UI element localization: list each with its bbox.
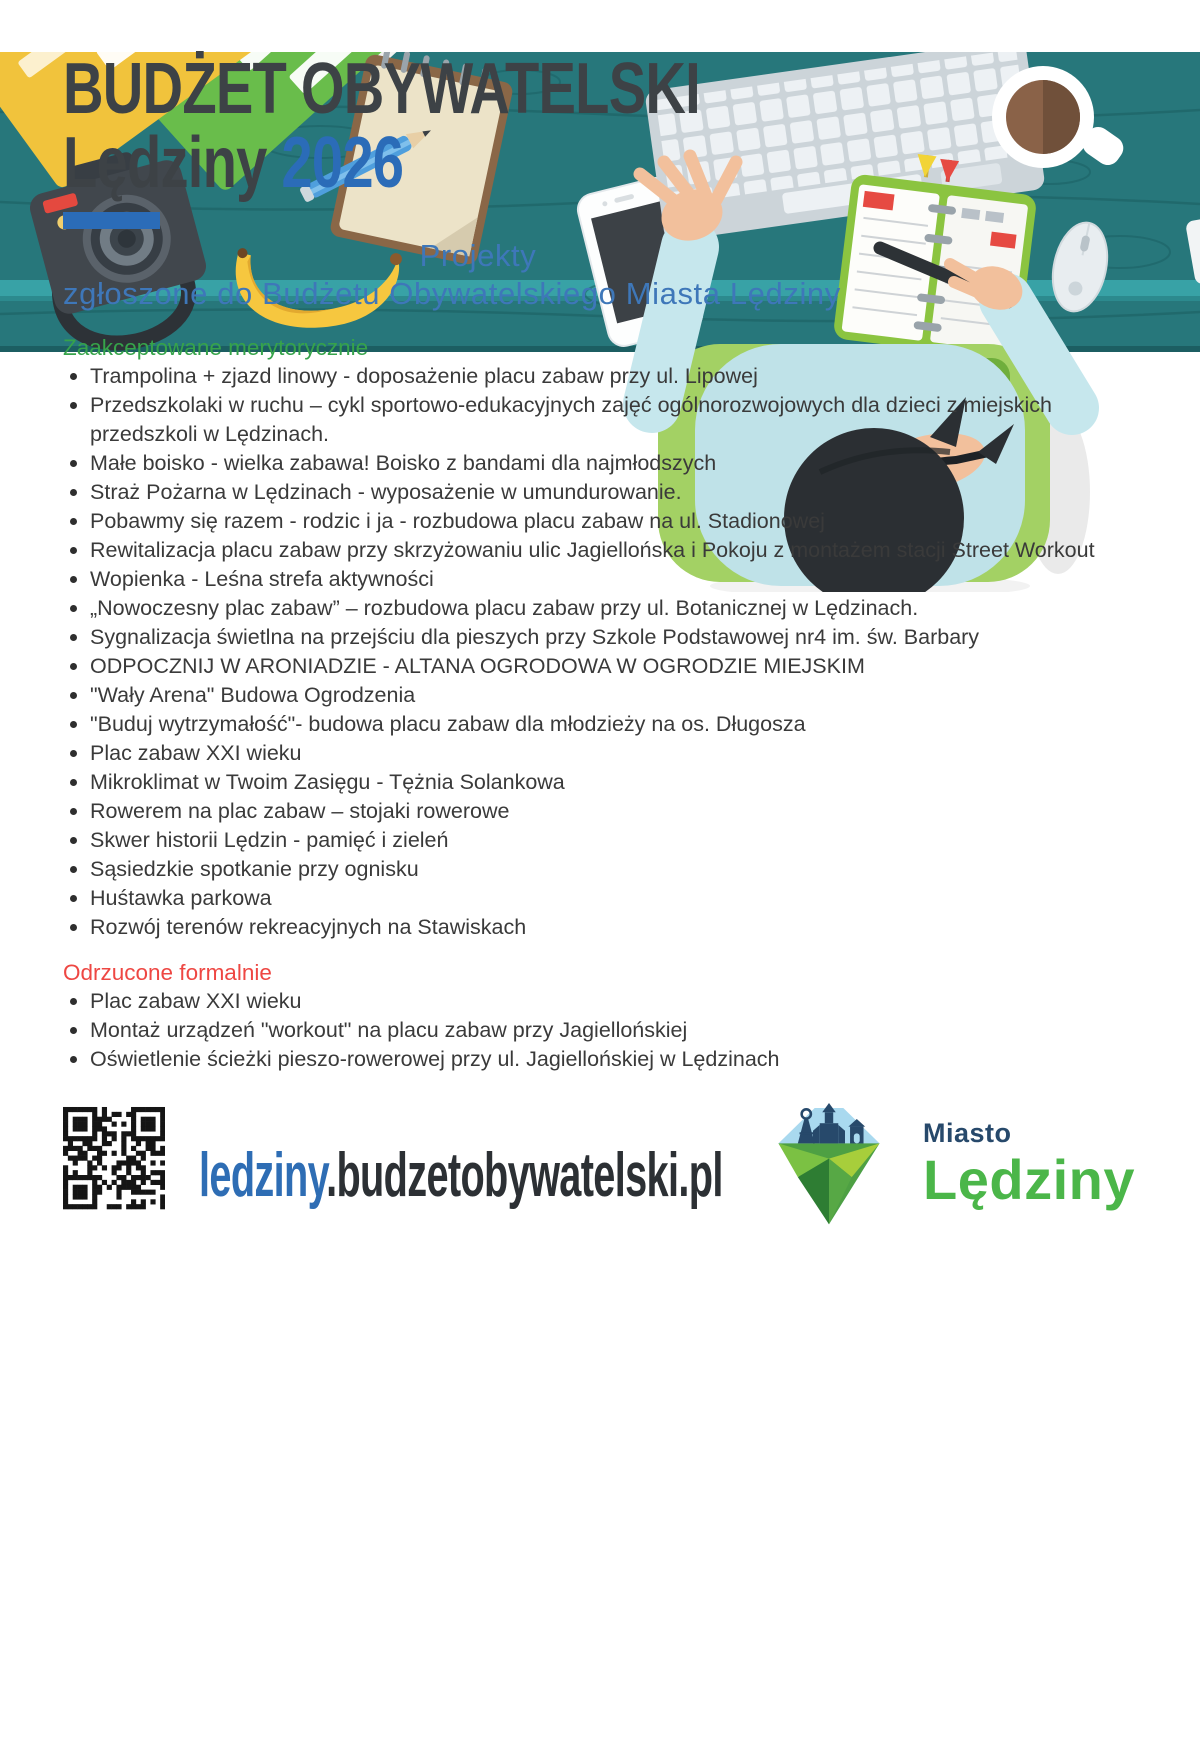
- project-list-item: [63, 913, 1145, 942]
- logo-ledziny: Lędziny: [923, 1148, 1135, 1211]
- project-title: Rewitalizacja placu zabaw przy skrzyżowaniu ulic Jagiellońska i Pokoju z montażem stacji Street Workout: [90, 538, 1095, 562]
- project-title: ODPOCZNIJ W ARONIADZIE - ALTANA OGRODOWA W OGRODZIE MIEJSKIM: [90, 654, 865, 678]
- project-list-item: [63, 1016, 1145, 1045]
- project-title: "Buduj wytrzymałość"- budowa placu zabaw dla młodzieży na os. Długosza: [90, 712, 806, 736]
- project-list-item: [63, 884, 1145, 913]
- project-title: Przedszkolaki w ruchu – cykl sportowo-edukacyjnych zajęć ogólnorozwojowych dla dzieci z miejskich przedszkoli w Lędzinach.: [90, 393, 1052, 446]
- project-list-item: [63, 652, 1145, 681]
- project-title: Montaż urządzeń "workout" na placu zabaw przy Jagiellońskiej: [90, 1018, 688, 1042]
- project-title: Sąsiedzkie spotkanie przy ognisku: [90, 857, 419, 881]
- project-list-item: [63, 987, 1145, 1016]
- subtitle-line2: zgłoszone do Budżetu Obywatelskiego Miasta Lędziny: [63, 276, 841, 311]
- project-title: "Wały Arena" Budowa Ogrodzenia: [90, 683, 416, 707]
- project-title: Sygnalizacja świetlna na przejściu dla pieszych przy Szkole Podstawowej nr4 im. św. Barbary: [90, 625, 980, 649]
- project-list-item: [63, 739, 1145, 768]
- project-title: Skwer historii Lędzin - pamięć i zieleń: [90, 828, 449, 852]
- project-list-item: [63, 449, 1145, 478]
- title-city: Lędziny: [63, 123, 267, 203]
- rejected-heading: Odrzucone formalnie: [63, 960, 272, 985]
- qr-code-icon: [63, 1102, 165, 1214]
- project-list-item: [63, 710, 1145, 739]
- accepted-heading: Zaakceptowane merytorycznie: [63, 335, 369, 360]
- project-list-item: [63, 478, 1145, 507]
- project-list-item: [63, 536, 1145, 565]
- project-title: Rozwój terenów rekreacyjnych na Stawiskach: [90, 915, 527, 939]
- accepted-projects-list: [63, 362, 1145, 942]
- project-title: Plac zabaw XXI wieku: [90, 989, 302, 1013]
- subtitle: [63, 237, 893, 313]
- project-title: „Nowoczesny plac zabaw” – rozbudowa placu zabaw przy ul. Botanicznej w Lędzinach.: [90, 596, 919, 620]
- project-title: Wopienka - Leśna strefa aktywności: [90, 567, 434, 591]
- project-list-item: [63, 797, 1145, 826]
- website-url: [199, 1140, 749, 1211]
- project-list-item: [63, 826, 1145, 855]
- project-title: Małe boisko - wielka zabawa! Boisko z bandami dla najmłodszych: [90, 451, 717, 475]
- project-list-item: [63, 1045, 1145, 1074]
- city-logo: [749, 1088, 1135, 1246]
- city-crest-icon: [749, 1088, 909, 1246]
- project-title: Huśtawka parkowa: [90, 886, 272, 910]
- title-line2: [63, 123, 907, 203]
- url-prefix: ledziny: [199, 1141, 327, 1210]
- rejected-projects-list: [63, 987, 1145, 1074]
- footer: [63, 1102, 1145, 1246]
- project-list-item: [63, 855, 1145, 884]
- project-title: Oświetlenie ścieżki pieszo-rowerowej przy ul. Jagiellońskiej w Lędzinach: [90, 1047, 780, 1071]
- project-list-item: [63, 565, 1145, 594]
- project-title: Rowerem na plac zabaw – stojaki rowerowe: [90, 799, 510, 823]
- project-list-item: [63, 768, 1145, 797]
- project-list-item: [63, 507, 1145, 536]
- project-title: Straż Pożarna w Lędzinach - wyposażenie w umundurowanie.: [90, 480, 682, 504]
- page-title: [63, 49, 1145, 203]
- city-skyline: [798, 1103, 865, 1143]
- title-underline-bar: [63, 212, 160, 229]
- project-title: Trampolina + zjazd linowy - doposażenie placu zabaw przy ul. Lipowej: [90, 364, 758, 388]
- poster-content: [0, 49, 1200, 1246]
- subtitle-line1: Projekty: [419, 238, 537, 273]
- logo-miasto: Miasto: [923, 1118, 1012, 1148]
- title-line1: BUDŻET OBYWATELSKI: [63, 49, 700, 129]
- project-list-item: [63, 362, 1145, 391]
- url-suffix: .budzetobywatelski.pl: [326, 1141, 723, 1210]
- city-logo-text: [923, 1088, 1135, 1212]
- project-list-item: [63, 594, 1145, 623]
- project-title: Mikroklimat w Twoim Zasięgu - Tężnia Solankowa: [90, 770, 565, 794]
- title-year: 2026: [281, 123, 404, 203]
- project-list-item: [63, 391, 1145, 449]
- project-title: Pobawmy się razem - rodzic i ja - rozbudowa placu zabaw na ul. Stadionowej: [90, 509, 825, 533]
- project-list-item: [63, 623, 1145, 652]
- project-title: Plac zabaw XXI wieku: [90, 741, 302, 765]
- project-list-item: [63, 681, 1145, 710]
